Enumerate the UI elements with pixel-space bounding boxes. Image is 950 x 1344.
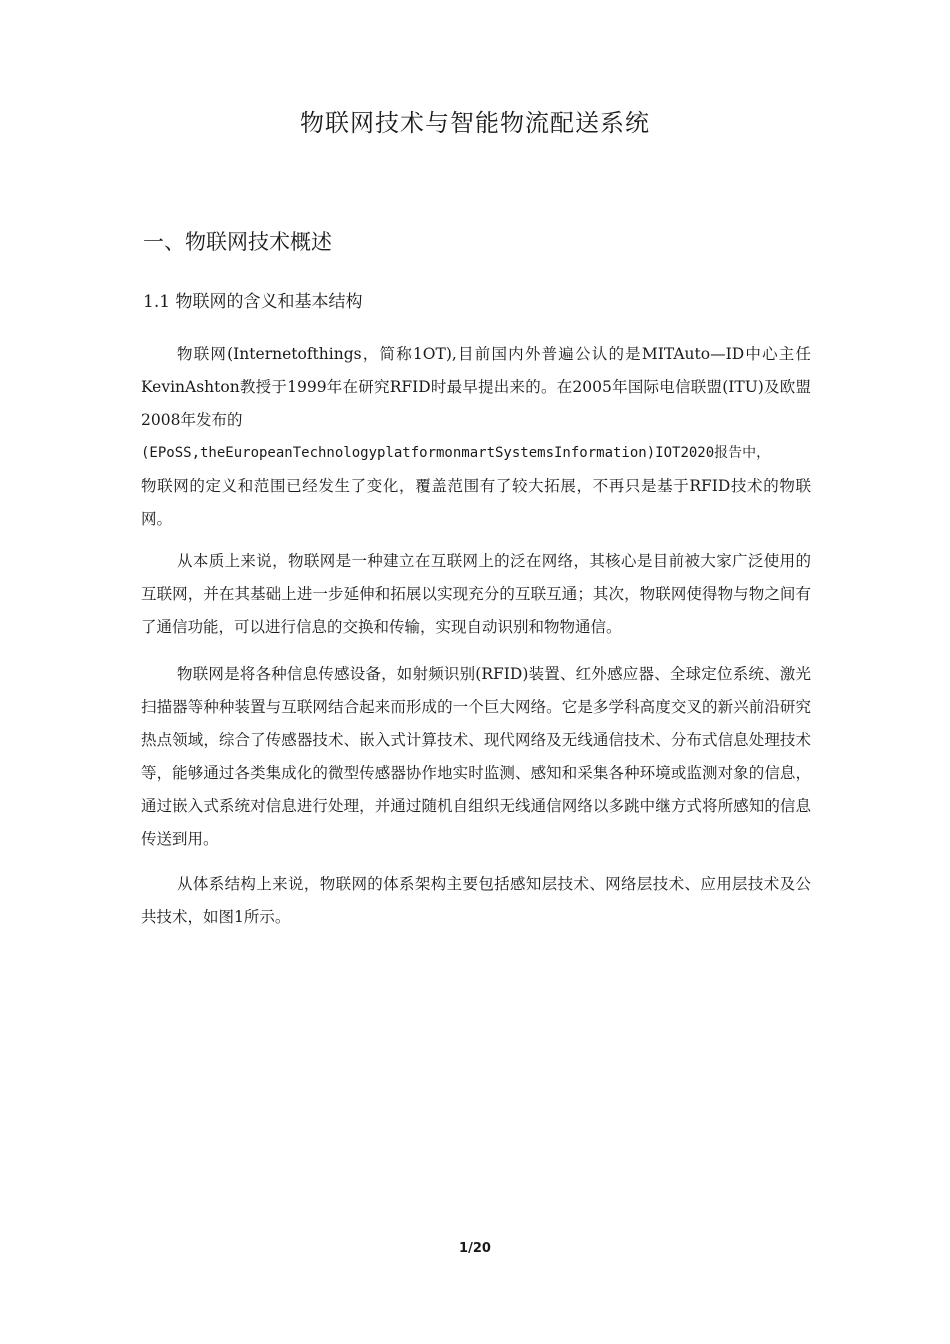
paragraph-1-part-c: 物联网的定义和范围已经发生了变化，覆盖范围有了较大拓展，不再只是基于RFID技术的物联网。 (141, 477, 811, 528)
paragraph-1-part-a: 物联网(Internetofthings，简称1OT),目前国内外普遍公认的是MITAuto—ID中心主任KevinAshton教授于1999年在研究RFID时最早提出来的。在2005年国际电信联盟(ITU)及欧盟2008年发布的 (141, 345, 811, 429)
paragraph-2: 从本质上来说，物联网是一种建立在互联网上的泛在网络，其核心是目前被大家广泛使用的互联网，并在其基础上进一步延伸和拓展以实现充分的互联互通；其次，物联网使得物与物之间有了通信功能，可以进行信息的交换和传输，实现自动识别和物物通信。 (141, 552, 811, 636)
paragraph-4: 从体系结构上来说，物联网的体系架构主要包括感知层技术、网络层技术、应用层技术及公共技术，如图1所示。 (141, 875, 811, 926)
paragraph-1-part-b: (EPoSS,theEuropeanTechnologyplatformonmartSystemsInformation)IOT2020报告中， (141, 445, 771, 461)
paragraph-3: 物联网是将各种信息传感设备，如射频识别(RFID)装置、红外感应器、全球定位系统、激光扫描器等种种装置与互联网结合起来而形成的一个巨大网络。它是多学科高度交叉的新兴前沿研究热点领域，综合了传感器技术、嵌入式计算技术、现代网络及无线通信技术、分布式信息处理技术等，能够通过各类集成化的微型传感器协作地实时监测、感知和采集各种环境或监测对象的信息，通过嵌入式系统对信息进行处理，并通过随机自组织无线通信网络以多跳中继方式将所感知的信息传送到用。 (141, 665, 811, 848)
section-heading: 一、物联网技术概述 (143, 230, 332, 254)
paragraph-1 (141, 338, 811, 536)
page-number: 1/20 (459, 1241, 491, 1256)
subsection-heading: 1.1 物联网的含义和基本结构 (143, 292, 363, 312)
document-title: 物联网技术与智能物流配送系统 (300, 109, 650, 137)
